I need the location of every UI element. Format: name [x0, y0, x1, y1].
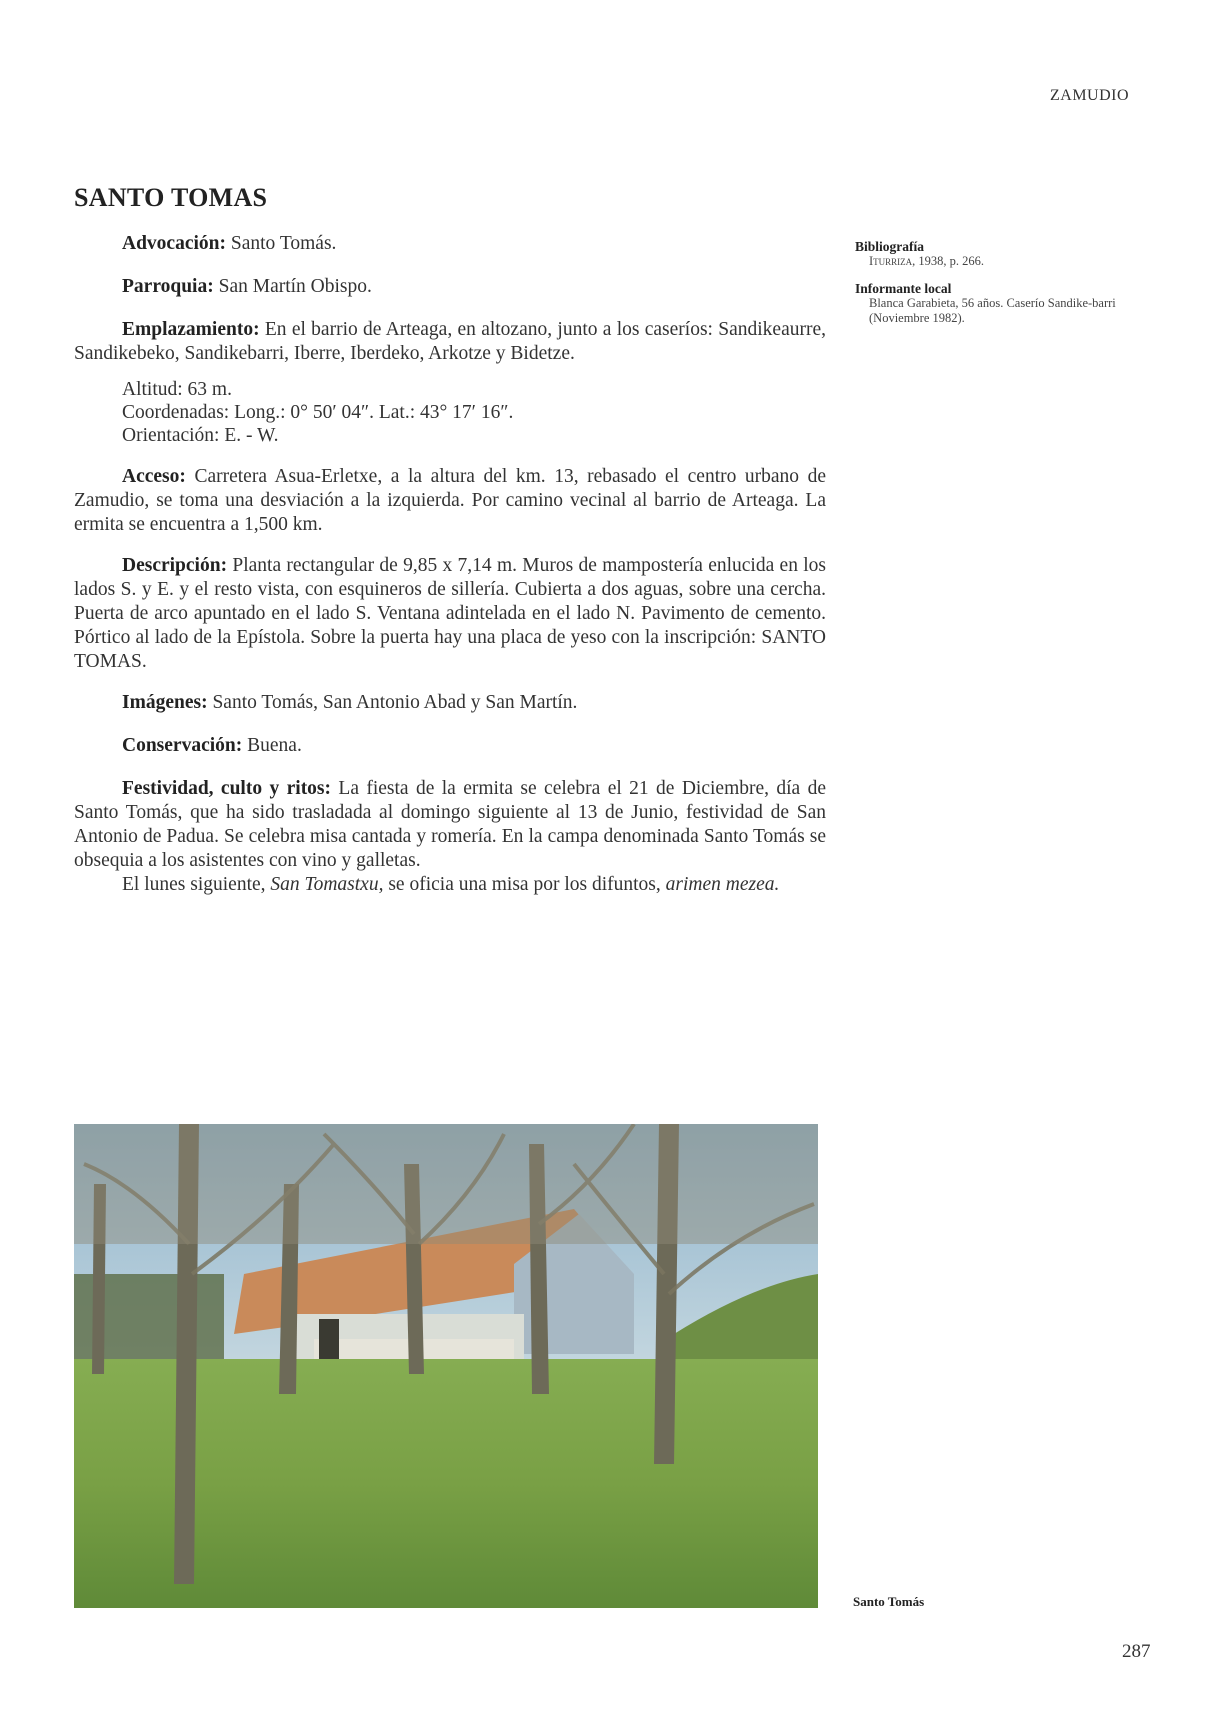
imagenes-text: Santo Tomás, San Antonio Abad y San Martín. [212, 692, 578, 713]
altitud: Altitud: 63 m. [122, 379, 232, 400]
orientacion: Orientación: E. - W. [122, 425, 279, 446]
hermitage-photo [74, 1124, 818, 1608]
bibliografia-reference: , 1938, p. 266. [912, 254, 985, 268]
imagenes-paragraph [74, 691, 826, 715]
sidebar-notes [855, 239, 1165, 338]
acceso-label: Acceso: [122, 466, 186, 487]
bibliografia-author: Iturriza [869, 254, 913, 268]
advocacion-text: Santo Tomás. [230, 233, 337, 254]
festividad-paragraph [74, 777, 826, 873]
parroquia-text: San Martín Obispo. [218, 276, 372, 297]
coordenadas: Coordenadas: Long.: 0° 50′ 04″. Lat.: 43° 17′ 16″. [122, 402, 514, 423]
informante-heading: Informante local [855, 281, 952, 296]
emplazamiento-text: En el barrio de Arteaga, en altozano, junto a los caseríos: Sandikeaurre, Sandikebeko, Sandikebarri, Iberre, Iberdeko, Arkotze y Bidetze. [74, 319, 826, 364]
parroquia-label: Parroquia: [122, 276, 214, 297]
bibliografia-entry [855, 254, 1165, 269]
imagenes-label: Imágenes: [122, 692, 208, 713]
emplazamiento-paragraph [74, 318, 826, 366]
location-meta [74, 378, 826, 447]
canopy-haze [74, 1124, 818, 1244]
advocacion-label: Advocación: [122, 233, 226, 254]
page-title: SANTO TOMAS [74, 183, 268, 212]
door [319, 1319, 339, 1359]
informante-entry: Blanca Garabieta, 56 años. Caserío Sandike-barri (Noviembre 1982). [869, 296, 1116, 325]
main-text-column [74, 232, 826, 914]
festividad-extra-paragraph [74, 873, 826, 897]
page-number: 287 [1122, 1641, 1151, 1662]
festividad-extra-text: El lunes siguiente, [122, 874, 266, 895]
advocacion-paragraph [74, 232, 826, 256]
san-tomastxu-term: San Tomastxu, [270, 874, 384, 895]
emplazamiento-label: Emplazamiento: [122, 319, 260, 340]
acceso-paragraph [74, 465, 826, 537]
conservacion-label: Conservación: [122, 735, 243, 756]
festividad-label: Festividad, culto y ritos: [122, 778, 332, 799]
parroquia-paragraph [74, 275, 826, 299]
photo-caption: Santo Tomás [853, 1594, 925, 1609]
festividad-text: La fiesta de la ermita se celebra el 21 de Diciembre, día de Santo Tomás, que ha sido trasladada al domingo siguiente al 13 de Junio, festividad de San Antonio de Padua. Se celebra misa cantada y romería. En la campa denominada Santo Tomás se obsequia a los asistentes con vino y galletas. [74, 778, 827, 871]
photo-illustration [74, 1124, 818, 1608]
conservacion-text: Buena. [247, 735, 302, 756]
acceso-text: Carretera Asua-Erletxe, a la altura del km. 13, rebasado el centro urbano de Zamudio, se toma una desviación a la izquierda. Por camino vecinal al barrio de Arteaga. La ermita se encuentra a 1,500 km. [74, 466, 827, 535]
bibliografia-heading: Bibliografía [855, 239, 925, 254]
festividad-extra-text-2: se oficia una misa por los difuntos, [388, 874, 661, 895]
descripcion-paragraph [74, 554, 826, 674]
running-head: ZAMUDIO [1050, 87, 1130, 104]
descripcion-text: Planta rectangular de 9,85 x 7,14 m. Muros de mampostería enlucida en los lados S. y E. y el resto vista, con esquineros de sillería. Cubierta a dos aguas, sobre una cercha. Puerta de arco apuntado en el lado S. Ventana adintelada en el lado N. Pavimento de cemento. Pórtico al lado de la Epístola. Sobre la puerta hay una placa de yeso con la inscripción: SANTO TOMAS. [74, 555, 827, 672]
descripcion-label: Descripción: [122, 555, 228, 576]
arimen-mezea-term: arimen mezea. [665, 874, 780, 895]
conservacion-paragraph [74, 734, 826, 758]
